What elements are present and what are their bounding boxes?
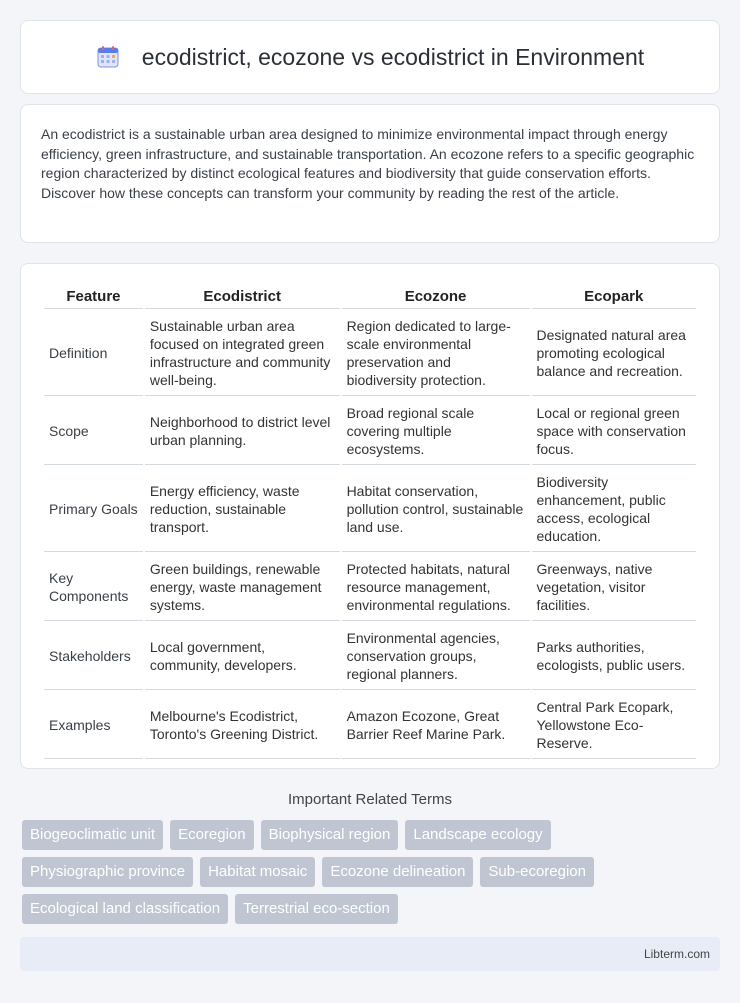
related-terms-list (20, 820, 720, 924)
table-row (44, 398, 696, 465)
related-terms-title: Important Related Terms (288, 791, 452, 808)
table-cell: Environmental agencies, conservation groups, regional planners. (342, 623, 530, 690)
table-cell: Designated natural area promoting ecological balance and recreation. (532, 311, 697, 396)
calendar-icon (96, 45, 120, 69)
footer-brand-link[interactable]: Libterm.com (643, 947, 710, 961)
intro-card (20, 104, 720, 243)
related-term-tag[interactable]: Biogeoclimatic unit (22, 820, 163, 850)
table-cell: Melbourne's Ecodistrict, Toronto's Greening District. (145, 692, 340, 759)
table-row (44, 311, 696, 396)
related-term-tag[interactable]: Habitat mosaic (200, 857, 315, 887)
feature-cell: Examples (44, 692, 143, 759)
feature-cell: Definition (44, 311, 143, 396)
intro-text: An ecodistrict is a sustainable urban area designed to minimize environmental impact through energy efficiency, green infrastructure, and sustainable transportation. An ecozone refers to a specific geographic region characterized by distinct ecological features and biodiversity that guide conservation efforts. Discover how these concepts can transform your community by reading the rest of the article. (41, 126, 695, 201)
header-cell: Ecozone (342, 286, 530, 309)
table-cell: Amazon Ecozone, Great Barrier Reef Marine Park. (342, 692, 530, 759)
related-term-tag[interactable]: Biophysical region (261, 820, 399, 850)
table-header-row (44, 286, 696, 309)
table-cell: Biodiversity enhancement, public access, ecological education. (532, 467, 697, 552)
related-term-tag[interactable]: Landscape ecology (405, 820, 550, 850)
table-row (44, 623, 696, 690)
table-cell: Green buildings, renewable energy, waste management systems. (145, 554, 340, 621)
table-cell: Protected habitats, natural resource management, environmental regulations. (342, 554, 530, 621)
header-cell: Feature (44, 286, 143, 309)
related-term-tag[interactable]: Ecoregion (170, 820, 254, 850)
table-cell: Greenways, native vegetation, visitor facilities. (532, 554, 697, 621)
table-cell: Habitat conservation, pollution control, sustainable land use. (342, 467, 530, 552)
related-term-tag[interactable]: Terrestrial eco-section (235, 894, 398, 924)
feature-cell: Primary Goals (44, 467, 143, 552)
table-row (44, 554, 696, 621)
header-cell: Ecopark (532, 286, 697, 309)
related-term-tag[interactable]: Ecozone delineation (322, 857, 473, 887)
table-cell: Region dedicated to large-scale environmental preservation and biodiversity protection. (342, 311, 530, 396)
table-row (44, 467, 696, 552)
page-header (20, 20, 720, 94)
table-cell: Parks authorities, ecologists, public users. (532, 623, 697, 690)
footer (20, 937, 720, 971)
page-title: ecodistrict, ecozone vs ecodistrict in Environment (141, 43, 645, 70)
table-cell: Local or regional green space with conservation focus. (532, 398, 697, 465)
table-row (44, 692, 696, 759)
related-term-tag[interactable]: Sub-ecoregion (480, 857, 594, 887)
header-cell: Ecodistrict (145, 286, 340, 309)
related-term-tag[interactable]: Ecological land classification (22, 894, 228, 924)
table-cell: Local government, community, developers. (145, 623, 340, 690)
comparison-table-card (20, 263, 720, 769)
table-cell: Central Park Ecopark, Yellowstone Eco-Reserve. (532, 692, 697, 759)
table-cell: Neighborhood to district level urban planning. (145, 398, 340, 465)
table-cell: Broad regional scale covering multiple ecosystems. (342, 398, 530, 465)
feature-cell: Stakeholders (44, 623, 143, 690)
feature-cell: Key Components (44, 554, 143, 621)
table-cell: Sustainable urban area focused on integrated green infrastructure and community well-being. (145, 311, 340, 396)
table-cell: Energy efficiency, waste reduction, sustainable transport. (145, 467, 340, 552)
feature-cell: Scope (44, 398, 143, 465)
related-term-tag[interactable]: Physiographic province (22, 857, 193, 887)
comparison-table (42, 284, 698, 761)
